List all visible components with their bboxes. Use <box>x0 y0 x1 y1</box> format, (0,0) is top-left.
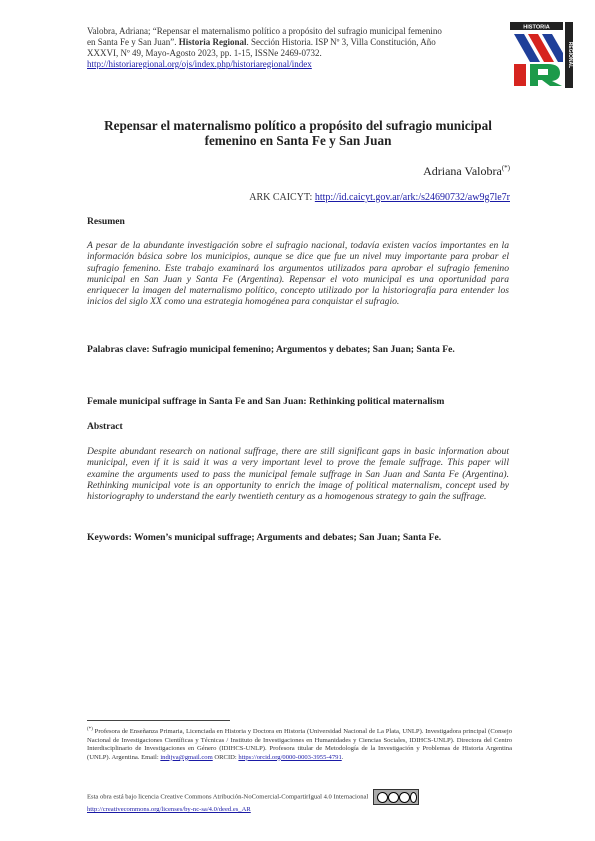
footnote-text: Profesora de Enseñanza Primaria, Licenciada en Historia y Doctora en Historia (Universidad Nacional de La Plata, UNLP). Investigadora principal (Consejo Nacional de Investigaciones Científicas y Técnicas / Instituto de Investigaciones en Humanidades y Ciencias Sociales, IDIHCS-UNLP). Directora del Centro Interdisciplinario de Investigaciones en Género (IDIHCS-UNLP). Profesora titular de Metodología de la Investigación y Problemas de Historia Argentina (UNLP). Argentina. Email: <box>87 728 512 761</box>
ark-link[interactable]: http://id.caicyt.gov.ar/ark:/s24690732/aw9g7le7r <box>314 192 510 203</box>
keywords: Keywords: Women’s municipal suffrage; Arguments and debates; San Juan; Santa Fe. <box>87 532 442 543</box>
author-line <box>423 164 510 179</box>
orcid-link[interactable]: https://orcid.org/0000-0003-3955-4791 <box>238 753 342 761</box>
logo-r-counter <box>538 69 548 75</box>
footnote-rule <box>87 720 230 721</box>
footnote-mark: (*) <box>87 727 93 732</box>
resumen-heading: Resumen <box>87 216 125 227</box>
cc-by-nc-sa-badge[interactable] <box>373 789 419 805</box>
by-icon <box>388 792 399 803</box>
author-name: Adriana Valobra <box>423 164 502 178</box>
palabras-clave: Palabras clave: Sufragio municipal femenino; Argumentos y debates; San Juan; Santa Fe. <box>87 344 455 355</box>
journal-name: Historia Regional <box>178 36 247 47</box>
citation-header <box>87 26 447 70</box>
resumen-text: A pesar de la abundante investigación sobre el sufragio nacional, todavía existen vacíos importantes en la información básica sobre los municipios, aunque se dice que fue un nivel muy importante para probar el sufragio femenino. Este trabajo examinará los argumentos utilizados para aprobar el sufragio femenino municipal en San Juan y Santa Fe (Argentina). Repensar el voto municipal es una oportunidad para enriquecer la imagen del maternalismo político, concepto utilizado por la historiografía para entender los inicios del siglo XX como una estrategia homogénea para conquistar el sufragio. <box>87 240 509 308</box>
license-url-link[interactable]: http://creativecommons.org/licenses/by-nc-sa/4.0/deed.es_AR <box>87 806 251 813</box>
abstract-text: Despite abundant research on national suffrage, there are still significant gaps in basic information about municipal, even if it is said it was a very important level to prove the female suffrage. This paper will examine the arguments used to pass the municipal female suffrage in San Juan and Santa Fe (Argentina). Rethinking municipal vote is an opportunity to enrich the image of political maternalism, concept used by historiography to understand the early twentieth century as a homogenous strategy to gain the suffrage. <box>87 446 509 503</box>
license-block <box>87 789 517 814</box>
article-title: Repensar el maternalismo político a propósito del sufragio municipal femenino en Santa Fe y San Juan <box>104 118 492 149</box>
author-footnote <box>87 726 512 762</box>
license-text: Esta obra está bajo licencia Creative Commons Atribución-NoComercial-CompartirIgual 4.0 Internacional <box>87 793 369 801</box>
orcid-label: ORCID: <box>212 753 239 761</box>
footnote-end: . <box>341 753 344 761</box>
logo-red-block <box>514 64 526 86</box>
abstract-heading: Abstract <box>87 421 123 432</box>
nc-icon <box>399 792 410 803</box>
ark-line <box>249 192 510 203</box>
english-title: Female municipal suffrage in Santa Fe and San Juan: Rethinking political maternalism <box>87 396 445 407</box>
citation-suffix: . Sección Historia. ISP Nº 3, Villa Constitución, Año XXXVI, Nº 49, Mayo-Agosto 2023, pp. 1-15, ISSNe 2469-0732. <box>87 36 436 58</box>
logo-text-top: HISTORIA <box>523 24 550 31</box>
citation-prefix: Valobra, Adriana; “Repensar el maternalismo político a propósito del sufragio municipal femenino en Santa Fe y San Juan”. <box>87 26 442 47</box>
sa-icon <box>410 792 417 803</box>
ark-label: ARK CAICYT: <box>249 192 315 203</box>
author-footnote-mark[interactable]: (*) <box>501 164 510 172</box>
journal-url-link[interactable]: http://historiaregional.org/ojs/index.php/historiaregional/index <box>87 58 312 69</box>
cc-icon <box>377 792 388 803</box>
logo-text-side: REGIONAL <box>567 41 573 69</box>
historia-regional-logo <box>510 22 573 88</box>
author-email-link[interactable]: indijva@gmail.com <box>160 753 213 761</box>
